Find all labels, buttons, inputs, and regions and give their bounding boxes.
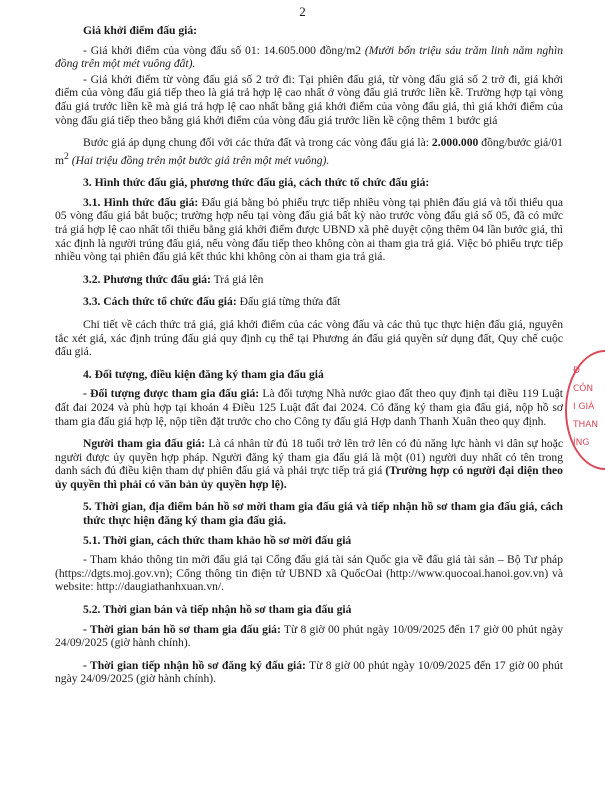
section31-label: 3.1. Hình thức đấu giá: [83,195,199,209]
section31-paragraph [55,196,563,264]
round1-paragraph [55,44,563,71]
target-label: - Đối tượng được tham gia đấu giá: [83,387,260,401]
step-prefix: Bước giá áp dụng chung đối với các thửa đất và trong các vòng đấu giá là: [83,136,432,150]
stamp-text: THAN [573,420,599,430]
participant-paragraph [55,437,563,491]
round2-paragraph: - Giá khởi điểm từ vòng đấu giá số 2 trở đi: Tại phiên đấu giá, từ vòng đấu giá số 2 trở đi, giá khởi điểm của vòng đấu giá tiếp theo là giá trả hợp lệ cao nhất ở vòng đấu giá trước liền kề. Trường hợp tại vòng đấu giá trước liền kề mà giá trả hợp lệ cao nhất bằng giá khởi điểm của vòng đấu giá, thì giá khởi điểm của vòng đấu giá tiếp theo bằng giá khởi điểm của vòng đấu giá trước liền kề cộng thêm 1 bước giá [55,72,563,127]
round1-words: (Mười bốn triệu sáu trăm linh năm nghìn đồng trên một mét vuông đất). [55,43,563,71]
target-text: Là đối tượng Nhà nước giao đất theo quy định tại điều 119 Luật đất đai 2024 và phù hợp tại khoản 4 Điều 125 Luật đất đai 2024. Có đăng ký tham gia đấu giá, nộp hồ sơ tham gia đấu giá hợp lệ, nộp tiền đặt trước cho cho Công ty đấu giá Hợp danh Thanh Xuân theo quy định. [55,387,563,428]
stamp-text: CÔN [573,384,594,394]
sell-time-label: - Thời gian bán hồ sơ tham gia đấu giá: [83,622,281,636]
document-body [55,24,563,695]
section32-paragraph [55,273,563,287]
step-amount: 2.000.000 [431,136,479,150]
participant-label: Người tham gia đấu giá: [83,437,206,451]
section52-heading: 5.2. Thời gian bán và tiếp nhận hồ sơ tham gia đấu giá [83,603,352,617]
section32-text: Trả giá lên [210,272,264,286]
participant-text: Là cá nhân từ đủ 18 tuổi trở lên trở lên có đủ năng lực hành vi dân sự hoặc người được ủy quyền hợp pháp. Người đăng ký tham gia đấu giá là một (01) người duy nhất có tên trong danh sách đủ điều kiện tham dự phiên đấu giá và phải trực tiếp trả giá [55,437,563,478]
receive-time-paragraph [55,659,563,686]
section33-label: 3.3. Cách thức tổ chức đấu giá: [83,295,237,309]
stamp-text: ÍNG [573,438,590,448]
step-sup: 2 [64,150,69,162]
sell-time-paragraph [55,623,563,650]
section3-heading: 3. Hình thức đấu giá, phương thức đấu giá, cách thức tổ chức đấu giá: [83,176,430,190]
step-suffix: đồng/bước giá/01 m [55,136,563,167]
red-seal-stamp [565,350,605,470]
section51-paragraph: - Tham khảo thông tin mời đấu giá tại Cổng đấu giá tài sản Quốc gia về đấu giá tài sản – Bộ Tư pháp (https://dgts.moj.gov.vn); Cổng thông tin điện tử UBND xã QuốcOai (http://www.quocoai.hanoi.gov.vn) và website: http://daugiathanhxuan.vn/. [55,553,563,594]
section32-label: 3.2. Phương thức đấu giá: [83,272,211,286]
section5-heading: 5. Thời gian, địa điểm bán hồ sơ mời tham gia đấu giá và tiếp nhận hồ sơ tham gia đấu giá, cách thức thực hiện đăng ký tham gia đấu giá. [83,500,563,528]
section31-text: Đấu giá bằng bỏ phiếu trực tiếp nhiều vòng tại phiên đấu giá và tối thiểu qua 05 vòng đấu giá bắt buộc; trường hợp nếu tại vòng đấu giá bất kỳ nào trước vòng đấu giá số 05, đã có mức trả giá hợp lệ cao nhất tối thiểu bằng giá khởi điểm được UBND xã phê duyệt cộng thêm 04 lần bước giá, thì xác định là người trúng đấu giá, nếu vòng đấu tiếp theo không còn ai tham gia trả giá. Việc bỏ phiếu trực tiếp nhiều vòng tại phiên đấu giá kết thúc khi không còn ai tham gia trả giá. [55,195,563,264]
price-step-paragraph [55,136,563,167]
participant-bold-note: (Trường hợp có người đại diện theo ủy quyền thì phải có văn bản ủy quyền hợp lệ). [55,464,563,491]
receive-time-label: - Thời gian tiếp nhận hồ sơ đăng ký đấu giá: [83,658,306,672]
target-paragraph [55,387,563,428]
start-price-heading: Giá khởi điểm đấu giá: [83,24,198,37]
page-number: 2 [299,4,306,19]
section33-text: Đấu giá từng thửa đất [236,295,341,309]
section4-heading: 4. Đối tượng, điều kiện đăng ký tham gia đấu giá [83,367,324,381]
receive-time-text: Từ 8 giờ 00 phút ngày 10/09/2025 đến 17 giờ 00 phút ngày 24/09/2025 (giờ hành chính). [55,658,563,686]
sell-time-text: Từ 8 giờ 00 phút ngày 10/09/2025 đến 17 giờ 00 phút ngày 24/09/2025 (giờ hành chính). [55,622,563,650]
round1-text: - Giá khởi điểm của vòng đấu số 01: 14.605.000 đồng/m2 [83,43,365,57]
section3-detail: Chi tiết về cách thức trả giá, giá khởi điểm của các vòng đấu và các thủ tục thực hiện đấu giá, nguyên tắc xét giá, xác định trúng đấu giá quy định cụ thể tại Phương án đấu giá quyền sử dụng đất, Quy chế cuộc đấu giá. [55,317,563,359]
stamp-text: I GIÁ [573,402,595,412]
section51-heading: 5.1. Thời gian, cách thức tham khảo hồ sơ mời đấu giá [83,533,352,547]
stamp-text: Đ [573,366,580,376]
section33-paragraph [55,295,563,309]
step-words: (Hai triệu đồng trên một bước giá trên một mét vuông). [68,153,330,167]
